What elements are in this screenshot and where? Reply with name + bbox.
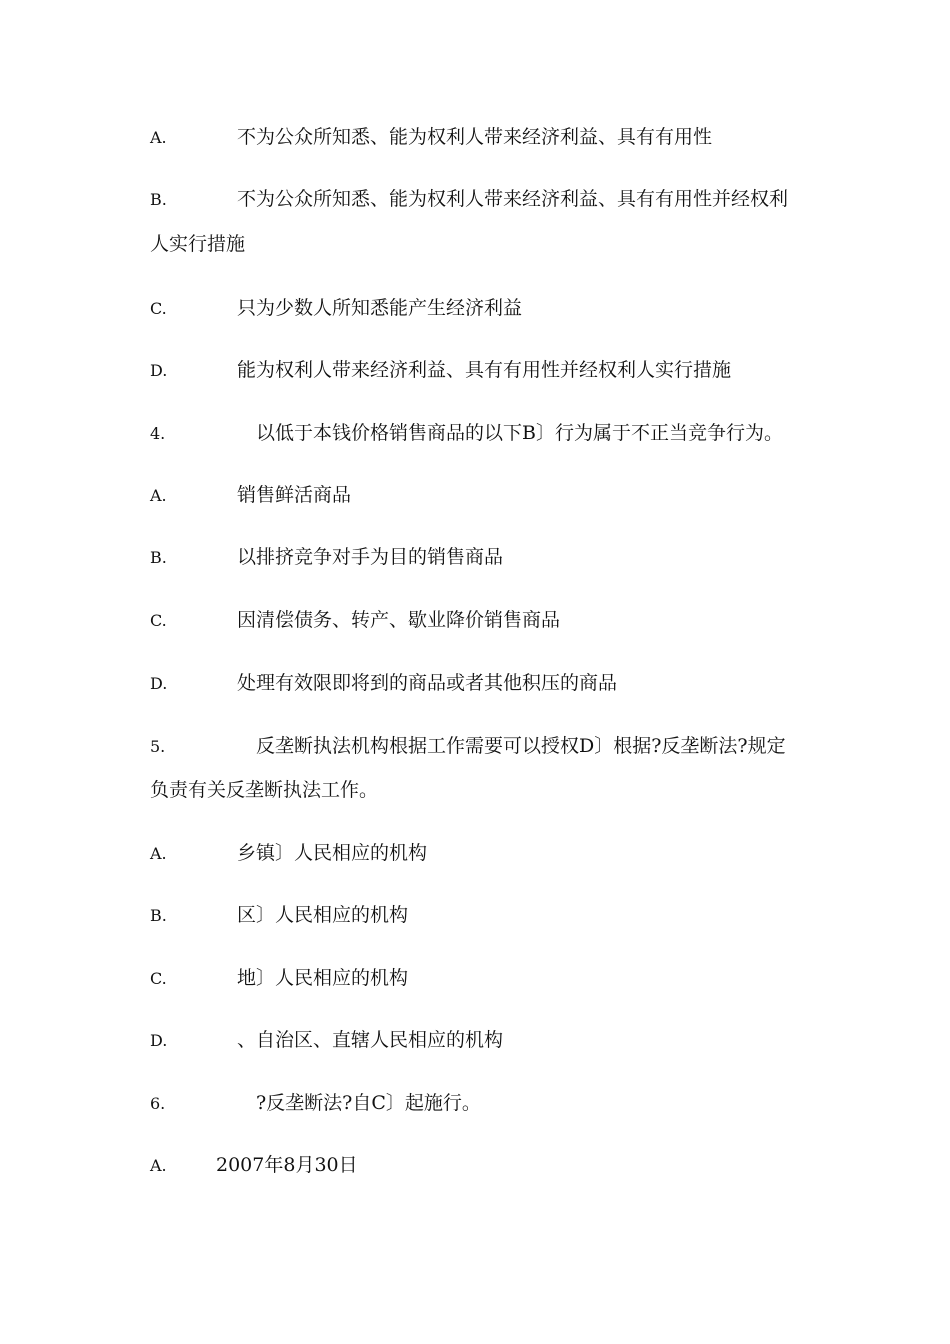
option-text: 乡镇〕人民相应的机构 [237, 842, 428, 864]
option-text: 不为公众所知悉、能为权利人带来经济利益、具有有用性 [237, 126, 713, 148]
option-text: 2007年8月30日 [216, 1154, 358, 1176]
option-label: A. [150, 486, 167, 505]
option-label: A. [150, 844, 167, 863]
option-label: D. [150, 1031, 168, 1050]
option-text: 、自治区、直辖人民相应的机构 [237, 1029, 504, 1051]
option-label: C. [150, 969, 167, 988]
option-text: 以排挤竞争对手为目的销售商品 [237, 546, 504, 568]
option-text-continuation: 人实行措施 [150, 233, 246, 255]
question-text: 以低于本钱价格销售商品的以下B〕行为属于不正当竞争行为。 [256, 422, 783, 444]
option-label: A. [150, 128, 167, 147]
option-text: 不为公众所知悉、能为权利人带来经济利益、具有有用性并经权利 [237, 188, 789, 210]
option-label: D. [150, 674, 168, 693]
option-text: 区〕人民相应的机构 [237, 904, 409, 926]
option-label: C. [150, 299, 167, 318]
option-label: B. [150, 906, 167, 925]
option-label: B. [150, 548, 167, 567]
option-text: 能为权利人带来经济利益、具有有用性并经权利人实行措施 [237, 359, 732, 381]
option-text: 处理有效限即将到的商品或者其他积压的商品 [237, 672, 618, 694]
option-text: 只为少数人所知悉能产生经济利益 [237, 297, 523, 319]
question-number: 4. [150, 424, 166, 443]
option-text: 因清偿债务、转产、歇业降价销售商品 [237, 609, 561, 631]
option-label: C. [150, 611, 167, 630]
question-number: 5. [150, 737, 166, 756]
option-label: B. [150, 190, 167, 209]
question-text: ?反垄断法?自C〕起施行。 [256, 1092, 481, 1114]
option-text: 地〕人民相应的机构 [237, 967, 409, 989]
option-text: 销售鲜活商品 [237, 484, 352, 506]
question-text-continuation: 负责有关反垄断执法工作。 [150, 779, 379, 801]
option-label: A. [150, 1156, 167, 1175]
question-text: 反垄断执法机构根据工作需要可以授权D〕根据?反垄断法?规定 [256, 735, 786, 757]
question-number: 6. [150, 1094, 166, 1113]
option-label: D. [150, 361, 168, 380]
